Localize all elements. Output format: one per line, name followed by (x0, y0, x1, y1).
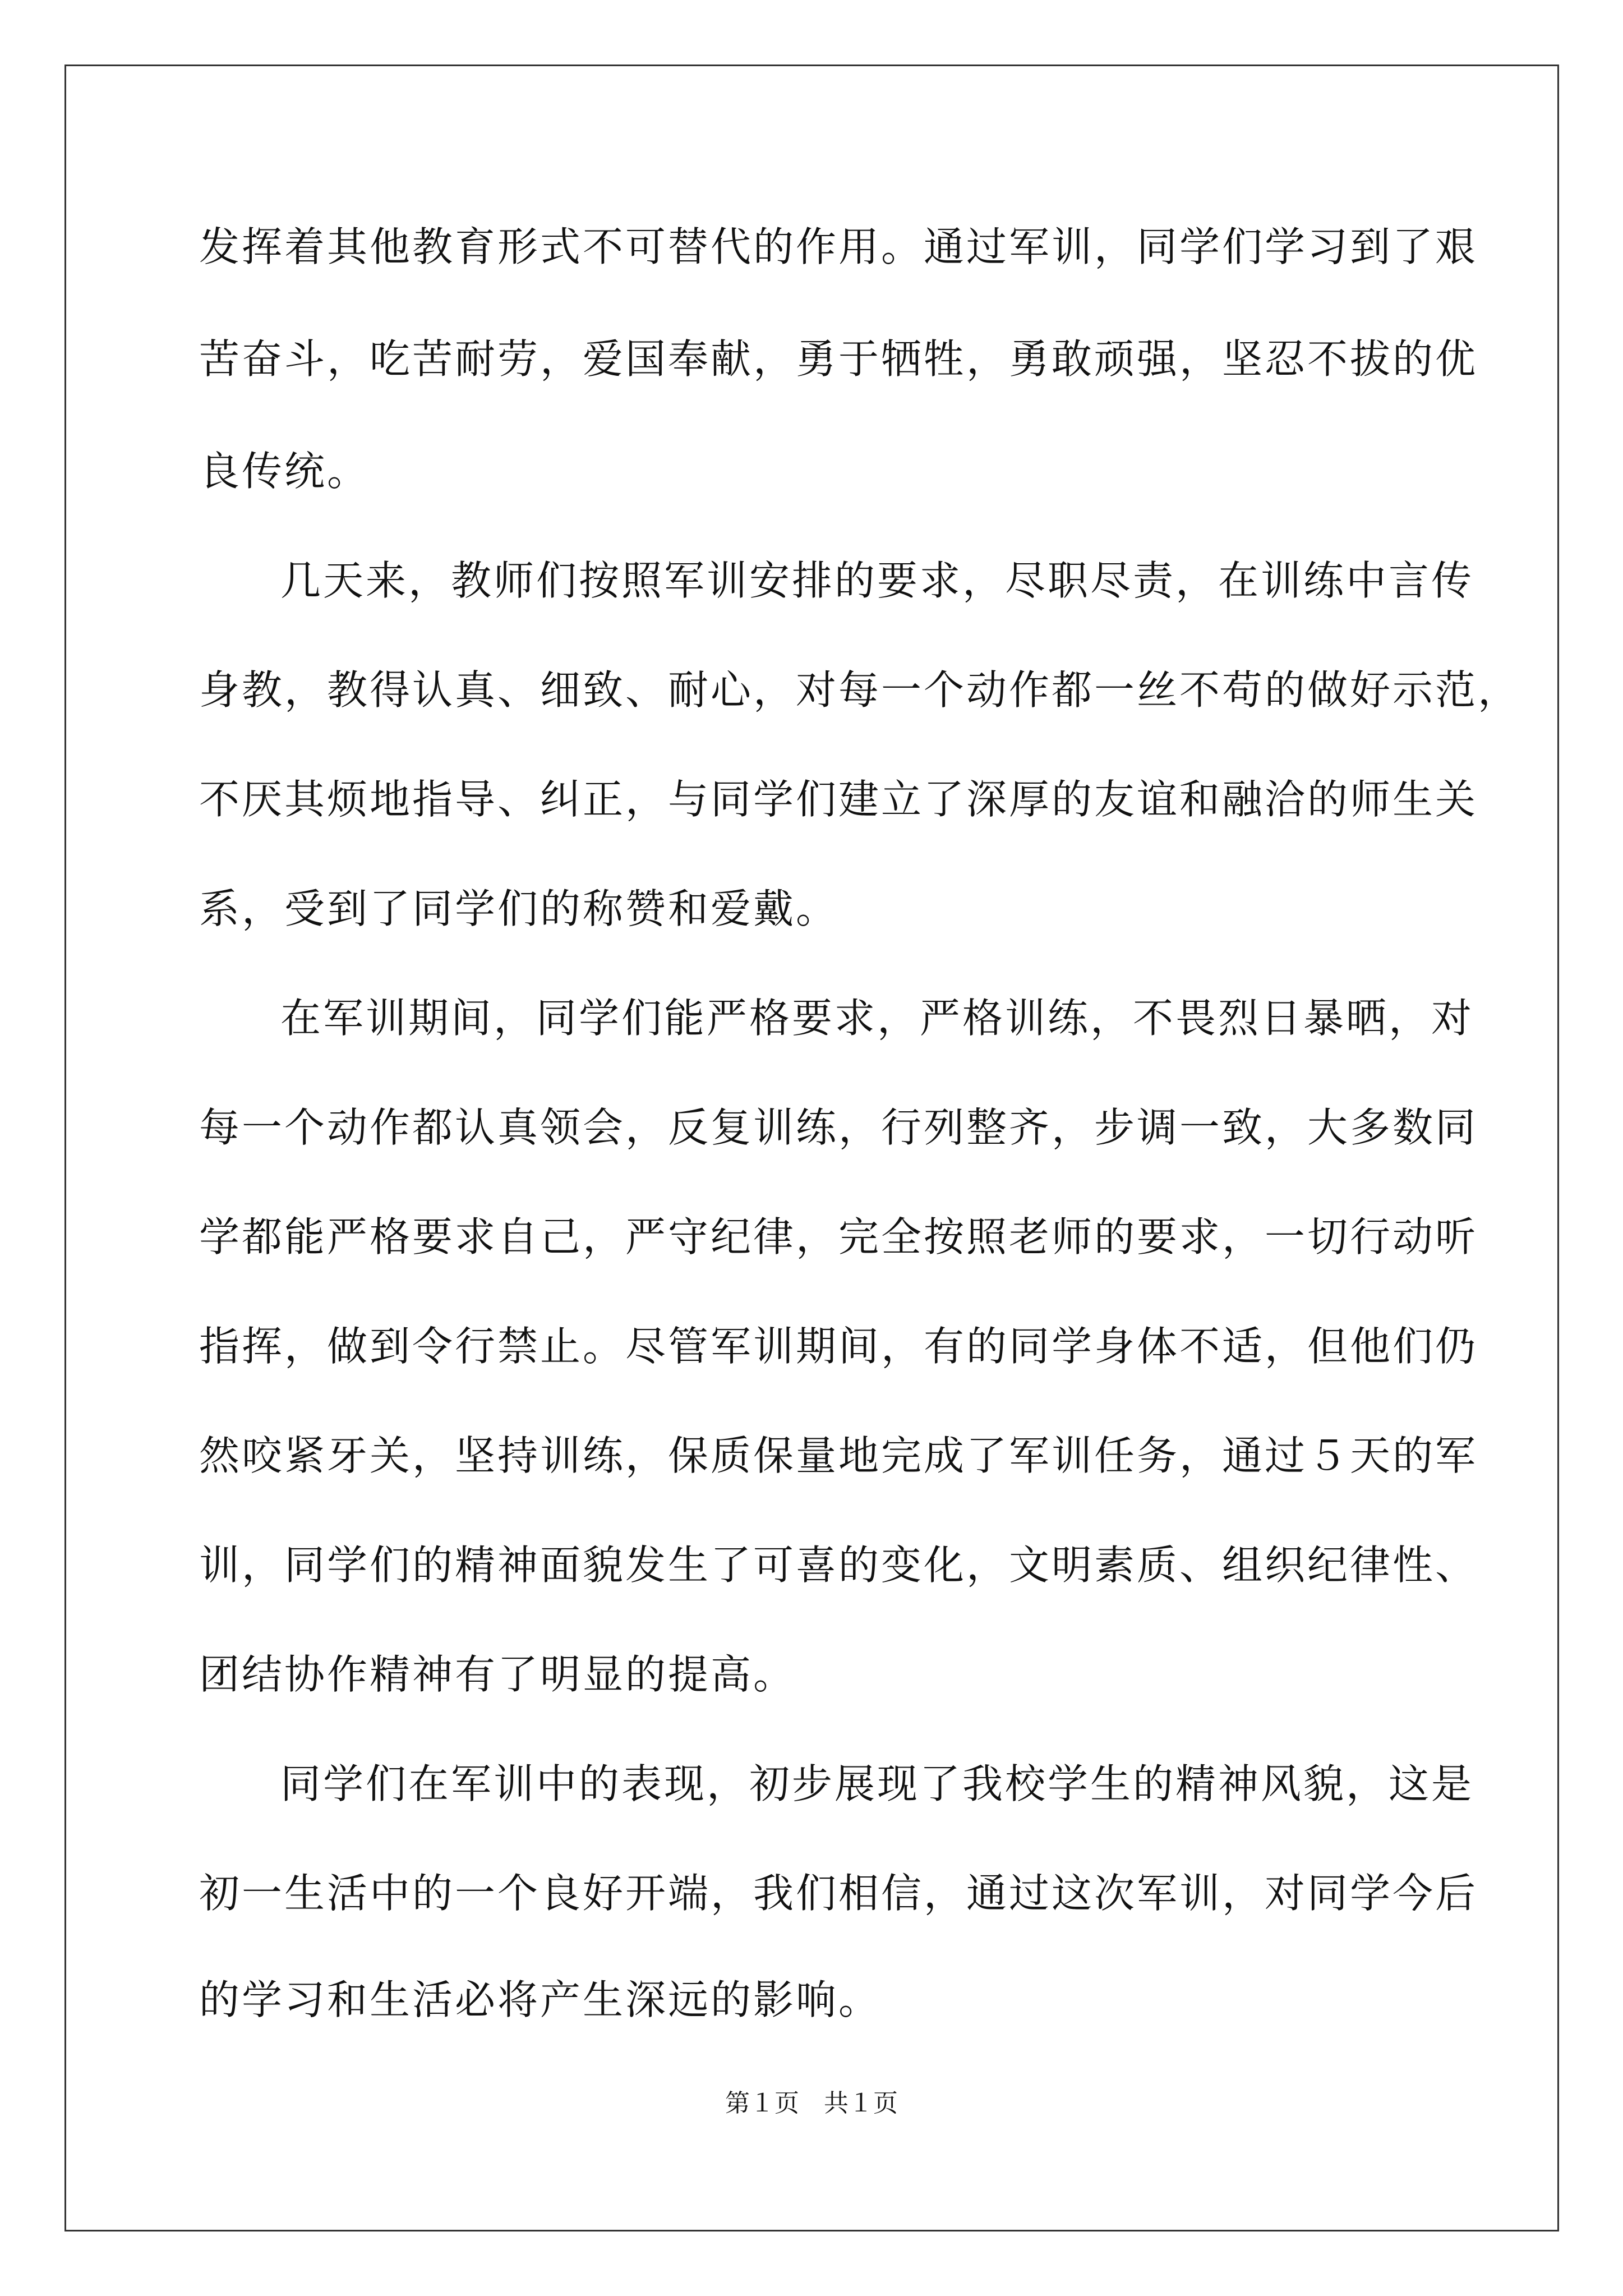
paragraph-line: 良传统。 (199, 448, 370, 495)
paragraph-line: 指挥，做到令行禁止。尽管军训期间，有的同学身体不适，但他们仍 (199, 1323, 1478, 1370)
paragraph-line: 发挥着其他教育形式不可替代的作用。通过军训，同学们学习到了艰 (199, 223, 1478, 270)
paragraph-line: 同学们在军训中的表现，初步展现了我校学生的精神风貌，这是 (280, 1760, 1474, 1807)
paragraph-line: 团结协作精神有了明显的提高。 (199, 1651, 796, 1698)
paragraph-line: 苦奋斗，吃苦耐劳，爱国奉献，勇于牺牲，勇敢顽强，坚忍不拔的优 (199, 335, 1478, 383)
paragraph-line: 不厌其烦地指导、纠正，与同学们建立了深厚的友谊和融洽的师生关 (199, 776, 1478, 823)
paragraph-line: 几天来，教师们按照军训安排的要求，尽职尽责，在训练中言传 (280, 557, 1474, 604)
paragraph-line: 然咬紧牙关，坚持训练，保质保量地完成了军训任务，通过５天的军 (199, 1432, 1478, 1479)
paragraph-line: 的学习和生活必将产生深远的影响。 (199, 1976, 882, 2023)
paragraph-line: 训，同学们的精神面貌发生了可喜的变化，文明素质、组织纪律性、 (199, 1542, 1478, 1589)
paragraph-line: 在军训期间，同学们能严格要求，严格训练，不畏烈日暴晒，对 (280, 995, 1474, 1042)
page-number-footer: 第１页 共１页 (725, 2089, 898, 2118)
paragraph-line: 身教，教得认真、细致、耐心，对每一个动作都一丝不苟的做好示范， (199, 666, 1521, 714)
paragraph-line: 系，受到了同学们的称赞和爱戴。 (199, 885, 839, 932)
paragraph-line: 每一个动作都认真领会，反复训练，行列整齐，步调一致，大多数同 (199, 1104, 1478, 1151)
paragraph-line: 初一生活中的一个良好开端，我们相信，通过这次军训，对同学今后 (199, 1870, 1478, 1917)
paragraph-line: 学都能严格要求自己，严守纪律，完全按照老师的要求，一切行动听 (199, 1213, 1478, 1260)
